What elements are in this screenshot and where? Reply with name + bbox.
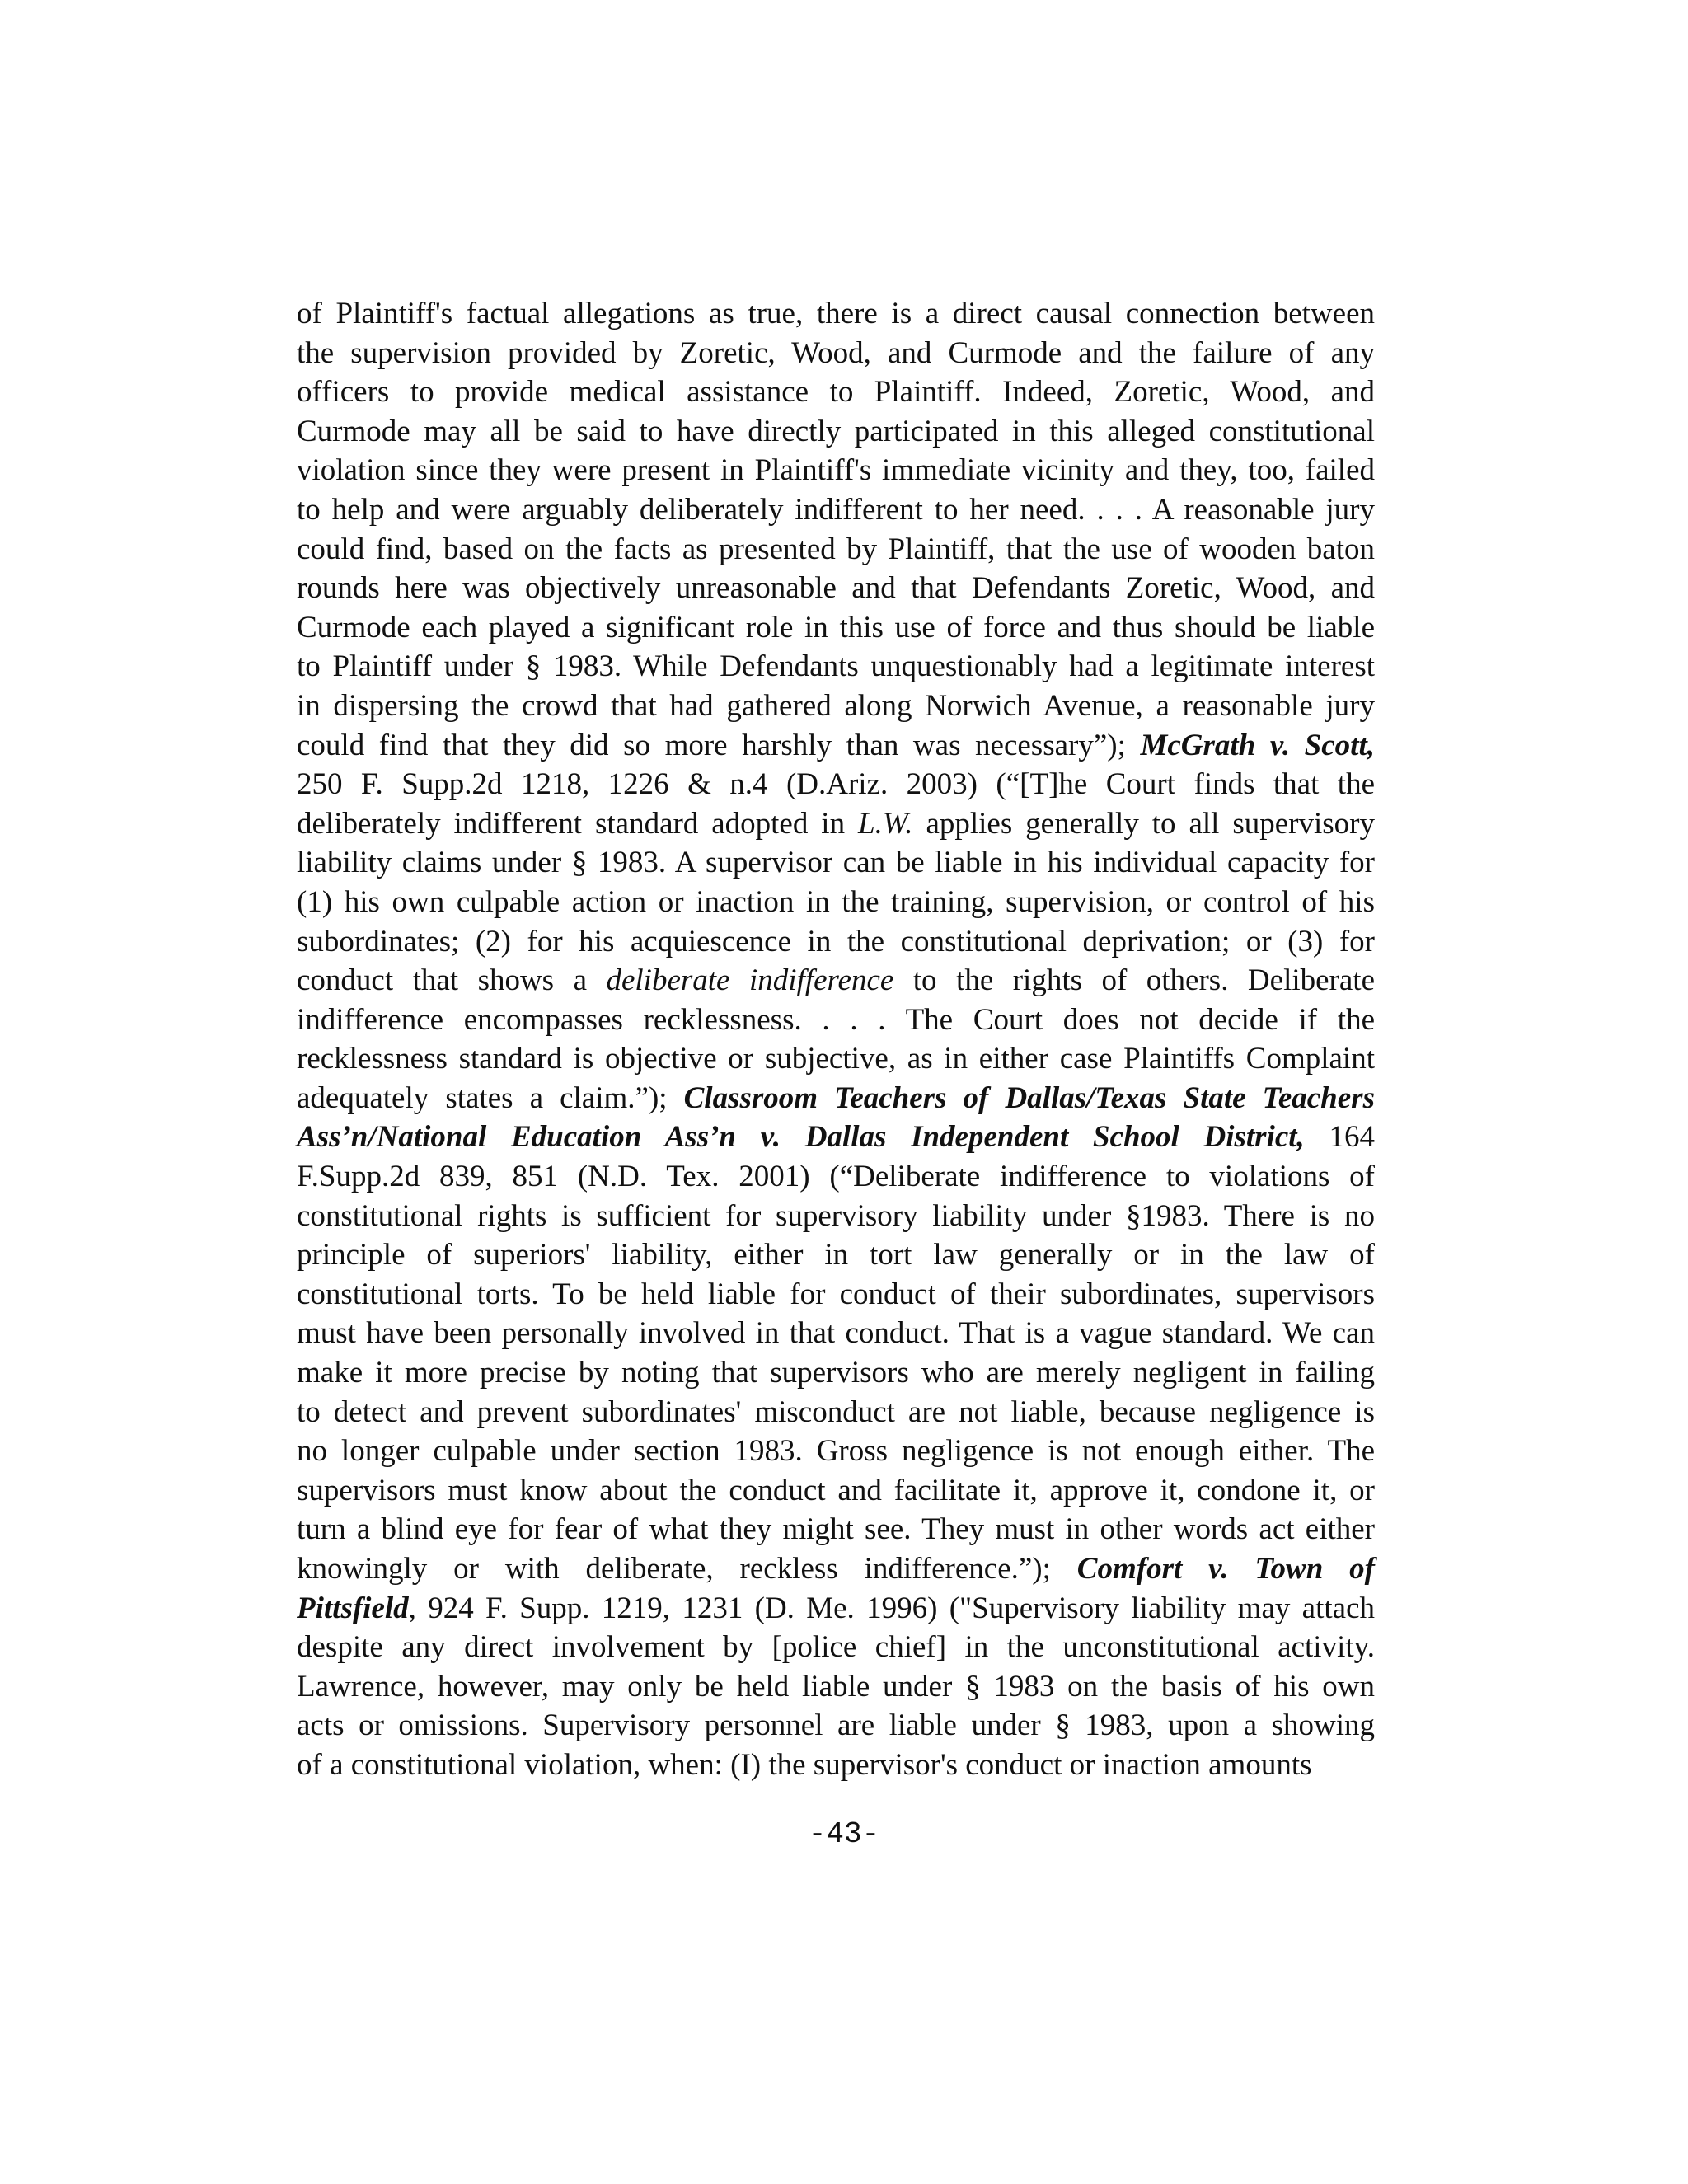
text-segment: subordinates; (2) for his acquiescence in the constitutional deprivation; or (3) for bbox=[297, 924, 1375, 958]
text-segment: turn a blind eye for fear of what they might see. They must in other words act either bbox=[297, 1512, 1375, 1547]
text-line bbox=[297, 1157, 1375, 1197]
text-line bbox=[297, 1628, 1375, 1667]
text-segment: of a constitutional violation, when: (I) the supervisor's conduct or inaction amounts bbox=[297, 1747, 1312, 1782]
text-line bbox=[297, 334, 1375, 373]
text-segment: the supervision provided by Zoretic, Wood, and Curmode and the failure of any bbox=[297, 335, 1375, 370]
text-line bbox=[297, 1549, 1375, 1589]
text-segment: liability claims under § 1983. A supervisor can be liable in his individual capacity for bbox=[297, 846, 1375, 880]
text-segment: recklessness standard is objective or subjective, as in either case Plaintiffs Complaint bbox=[297, 1042, 1375, 1076]
text-line bbox=[297, 1510, 1375, 1549]
text-segment: constitutional torts. To be held liable for conduct of their subordinates, supervisors bbox=[297, 1277, 1375, 1311]
text-segment: , 924 F. Supp. 1219, 1231 (D. Me. 1996) ("Supervisory liability may attach bbox=[408, 1591, 1375, 1625]
case-citation: Ass’n/National Education Ass’n v. Dallas Independent School District, bbox=[297, 1120, 1305, 1155]
text-line bbox=[297, 1001, 1375, 1040]
text-segment: 250 F. Supp.2d 1218, 1226 & n.4 (D.Ariz. 2003) (“[T]he Court finds that the bbox=[297, 767, 1375, 802]
text-segment: principle of superiors' liability, either in tort law generally or in the law of bbox=[297, 1238, 1375, 1272]
text-line bbox=[297, 1235, 1375, 1275]
text-line bbox=[297, 1079, 1375, 1118]
text-segment: adequately states a claim.”); bbox=[297, 1080, 684, 1115]
text-segment: make it more precise by noting that supervisors who are merely negligent in failing bbox=[297, 1356, 1375, 1390]
text-segment: applies generally to all supervisory bbox=[912, 806, 1376, 841]
text-line bbox=[297, 1706, 1375, 1746]
emphasis-text: deliberate indifference bbox=[606, 963, 894, 998]
text-line bbox=[297, 569, 1375, 608]
emphasis-text: L.W. bbox=[858, 806, 913, 841]
text-segment: to detect and prevent subordinates' misconduct are not liable, because negligence is bbox=[297, 1394, 1375, 1429]
text-segment: could find that they did so more harshly than was necessary”); bbox=[297, 728, 1141, 762]
text-line bbox=[297, 883, 1375, 922]
text-line bbox=[297, 412, 1375, 452]
text-line bbox=[297, 1275, 1375, 1315]
case-citation: Comfort v. Town of bbox=[1076, 1552, 1375, 1586]
text-segment: must have been personally involved in that conduct. That is a vague standard. We can bbox=[297, 1316, 1375, 1351]
text-segment: officers to provide medical assistance to Plaintiff. Indeed, Zoretic, Wood, and bbox=[297, 375, 1375, 410]
text-line bbox=[297, 294, 1375, 334]
text-line bbox=[297, 922, 1375, 962]
text-line bbox=[297, 687, 1375, 726]
text-line bbox=[297, 1314, 1375, 1353]
text-line bbox=[297, 804, 1375, 844]
text-segment: despite any direct involvement by [police chief] in the unconstitutional activity. bbox=[297, 1630, 1375, 1665]
page-number: -43- bbox=[808, 1817, 880, 1851]
text-segment: Curmode each played a significant role in this use of force and thus should be liable bbox=[297, 610, 1375, 644]
text-line bbox=[297, 1589, 1375, 1629]
text-line bbox=[297, 961, 1375, 1001]
text-line bbox=[297, 726, 1375, 766]
text-segment: deliberately indifferent standard adopted in bbox=[297, 806, 858, 841]
text-segment: could find, based on the facts as presented by Plaintiff, that the use of wooden baton bbox=[297, 532, 1375, 566]
text-line bbox=[297, 1471, 1375, 1511]
text-line bbox=[297, 1118, 1375, 1157]
text-line bbox=[297, 1197, 1375, 1236]
text-line bbox=[297, 451, 1375, 490]
text-line bbox=[297, 647, 1375, 687]
text-line bbox=[297, 530, 1375, 569]
text-line bbox=[297, 1432, 1375, 1471]
text-line bbox=[297, 1393, 1375, 1432]
body-text bbox=[297, 294, 1375, 1785]
text-line bbox=[297, 1667, 1375, 1707]
case-citation: Classroom Teachers of Dallas/Texas State Teachers bbox=[683, 1080, 1375, 1115]
text-segment: acts or omissions. Supervisory personnel are liable under § 1983, upon a showing bbox=[297, 1708, 1375, 1743]
text-segment: Curmode may all be said to have directly participated in this alleged constitutional bbox=[297, 414, 1375, 448]
text-segment: supervisors must know about the conduct and facilitate it, approve it, condone it, or bbox=[297, 1473, 1375, 1507]
text-segment: 164 bbox=[1304, 1120, 1376, 1155]
text-segment: in dispersing the crowd that had gathered along Norwich Avenue, a reasonable jury bbox=[297, 688, 1375, 723]
case-citation: McGrath v. Scott, bbox=[1140, 728, 1375, 762]
text-segment: F.Supp.2d 839, 851 (N.D. Tex. 2001) (“Deliberate indifference to violations of bbox=[297, 1160, 1375, 1194]
text-segment: Lawrence, however, may only be held liable under § 1983 on the basis of his own bbox=[297, 1669, 1375, 1704]
text-line bbox=[297, 608, 1375, 648]
text-line bbox=[297, 1039, 1375, 1079]
text-segment: constitutional rights is sufficient for supervisory liability under §1983. There is no bbox=[297, 1198, 1375, 1233]
text-segment: conduct that shows a bbox=[297, 963, 607, 998]
text-segment: (1) his own culpable action or inaction in the training, supervision, or control of his bbox=[297, 884, 1375, 919]
case-citation: Pittsfield bbox=[297, 1591, 409, 1625]
text-segment: no longer culpable under section 1983. Gross negligence is not enough either. The bbox=[297, 1434, 1375, 1469]
text-line bbox=[297, 1746, 1375, 1785]
text-line bbox=[297, 765, 1375, 804]
text-segment: knowingly or with deliberate, reckless indifference.”); bbox=[297, 1552, 1077, 1586]
text-segment: violation since they were present in Plaintiff's immediate vicinity and they, too, failed bbox=[297, 453, 1375, 488]
text-line bbox=[297, 373, 1375, 412]
text-segment: to Plaintiff under § 1983. While Defendants unquestionably had a legitimate interest bbox=[297, 649, 1375, 684]
text-line bbox=[297, 843, 1375, 883]
text-segment: to the rights of others. Deliberate bbox=[893, 963, 1376, 998]
text-segment: rounds here was objectively unreasonable and that Defendants Zoretic, Wood, and bbox=[297, 571, 1375, 606]
text-segment: of Plaintiff's factual allegations as true, there is a direct causal connection between bbox=[297, 297, 1375, 330]
text-segment: indifference encompasses recklessness. . . . The Court does not decide if the bbox=[297, 1002, 1375, 1037]
text-line bbox=[297, 1353, 1375, 1393]
text-line bbox=[297, 490, 1375, 530]
text-segment: to help and were arguably deliberately indifferent to her need. . . . A reasonable jury bbox=[297, 492, 1375, 527]
